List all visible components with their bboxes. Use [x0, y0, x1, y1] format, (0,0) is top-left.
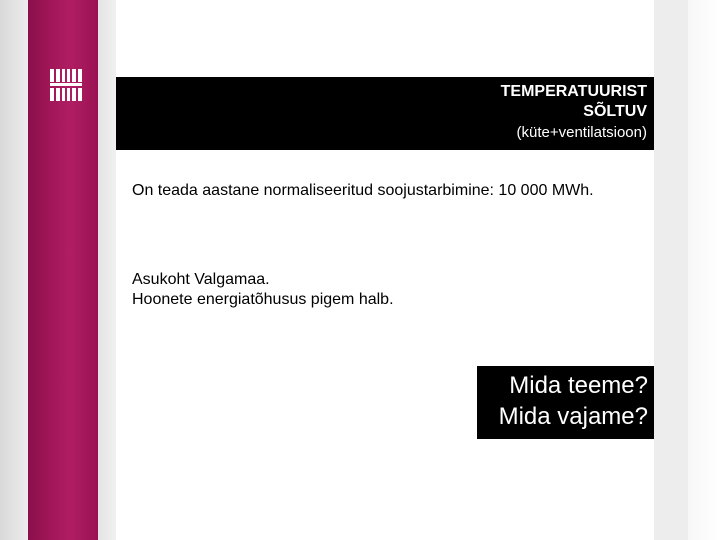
- efficiency-paragraph: Hoonete energiatõhusus pigem halb.: [132, 291, 394, 308]
- consumption-paragraph: On teada aastane normaliseeritud soojustarbimine: 10 000 MWh.: [132, 182, 594, 199]
- title-box: [116, 77, 654, 150]
- question-line-1: Mida teeme?: [509, 372, 648, 399]
- light-gray-strip: [98, 0, 116, 540]
- university-logo-icon: [50, 69, 82, 101]
- question-box: [477, 366, 654, 439]
- right-gray-strip: [654, 0, 688, 540]
- location-paragraph: Asukoht Valgamaa.: [132, 271, 270, 288]
- title-line-2: SÕLTUV: [583, 103, 647, 120]
- left-gray-strip: [0, 0, 28, 540]
- right-edge-strip: [688, 0, 720, 540]
- question-line-2: Mida vajame?: [498, 403, 648, 430]
- title-line-1: TEMPERATUURIST: [500, 83, 647, 100]
- title-subtitle: (küte+ventilatsioon): [516, 124, 647, 141]
